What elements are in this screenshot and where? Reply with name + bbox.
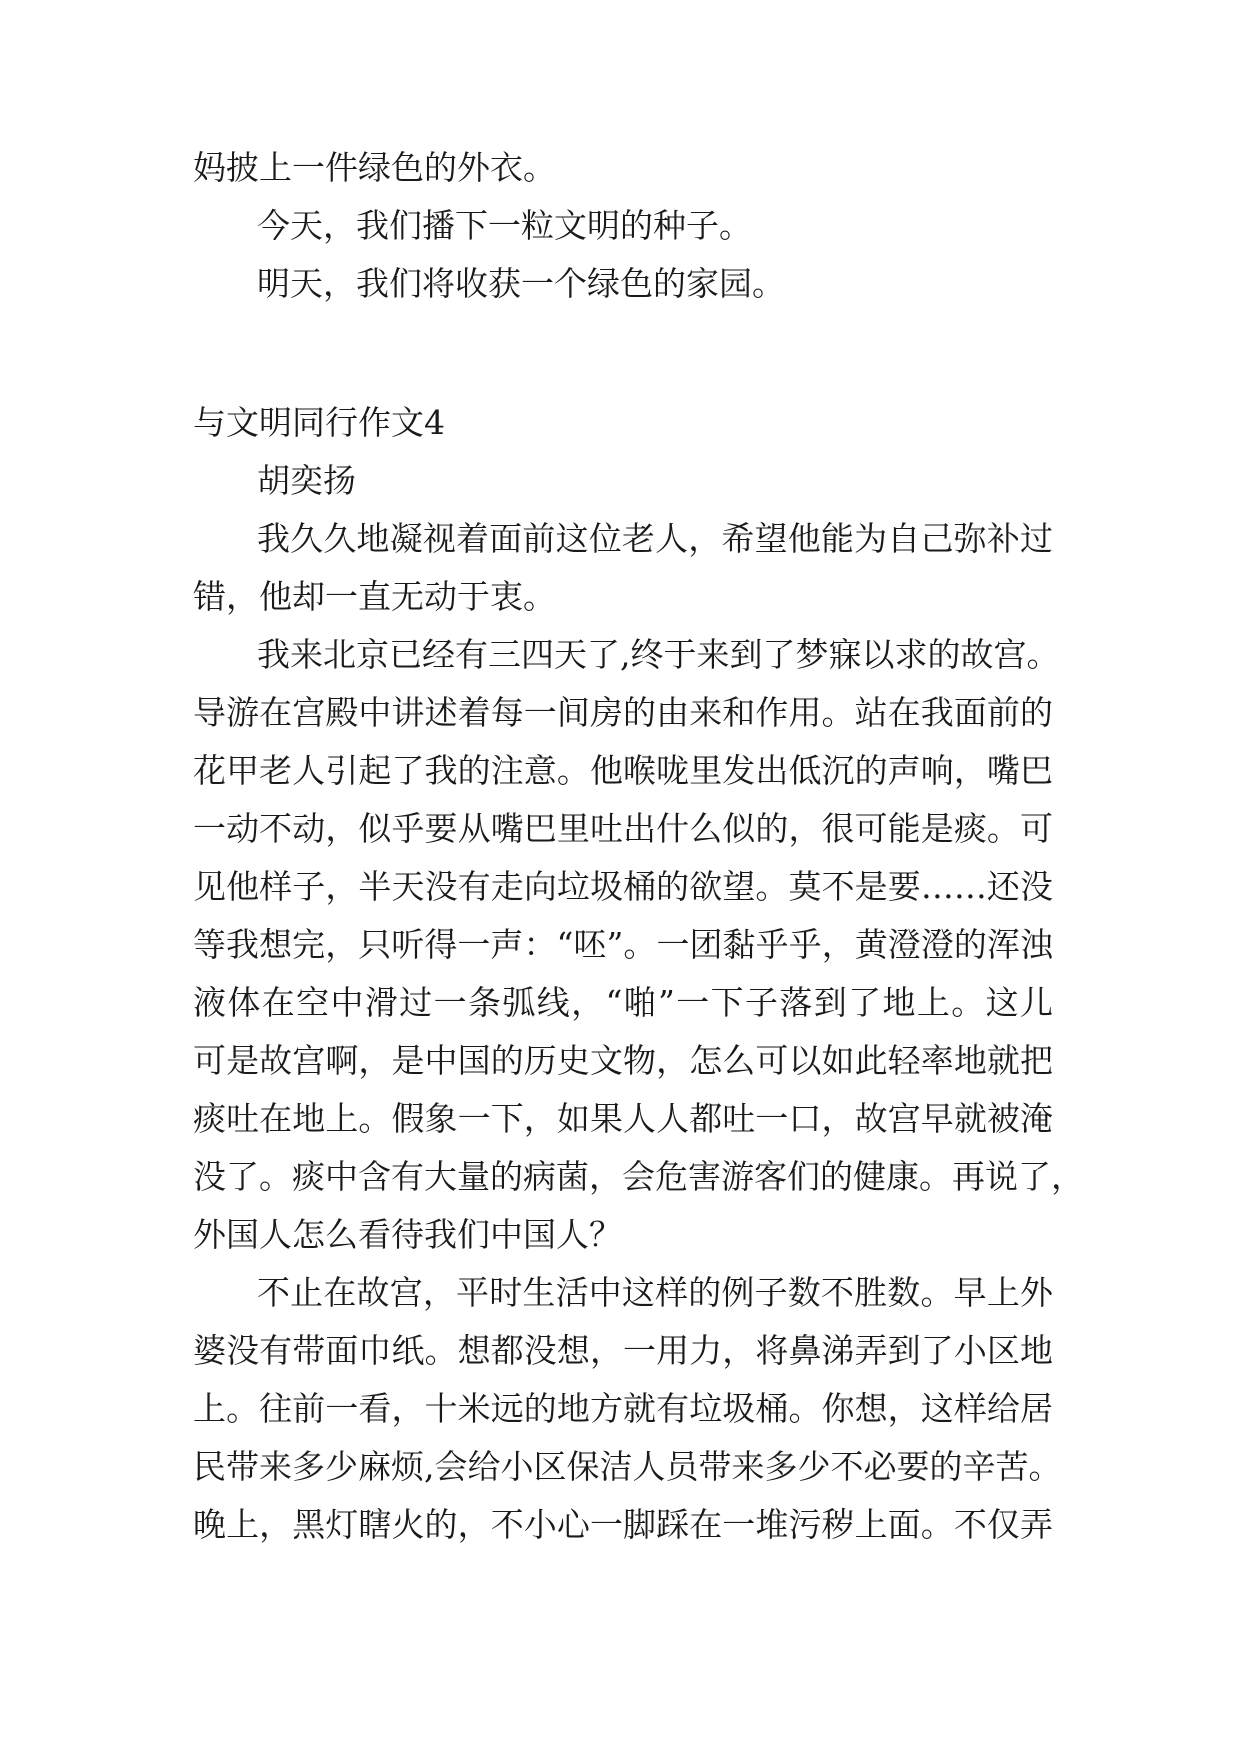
text-line: 晚上，黑灯瞎火的，不小心一脚踩在一堆污秽上面。不仅弄	[193, 1505, 1053, 1544]
text-line: 上。往前一看，十米远的地方就有垃圾桶。你想，这样给居	[193, 1389, 1053, 1428]
text-line: 等我想完，只听得一声：“呸”。一团黏乎乎，黄澄澄的浑浊	[193, 925, 1053, 964]
text-line: 液体在空中滑过一条弧线，“啪”一下子落到了地上。这儿	[193, 983, 1053, 1022]
text-line: 不止在故宫，平时生活中这样的例子数不胜数。早上外	[257, 1273, 1053, 1312]
text-line: 痰吐在地上。假象一下，如果人人都吐一口，故宫早就被淹	[193, 1099, 1053, 1138]
author-name: 胡奕扬	[257, 461, 356, 500]
text-line: 花甲老人引起了我的注意。他喉咙里发出低沉的声响，嘴巴	[193, 751, 1053, 790]
text-line: 明天，我们将收获一个绿色的家园。	[257, 264, 785, 303]
text-line: 一动不动，似乎要从嘴巴里吐出什么似的，很可能是痰。可	[193, 809, 1053, 848]
text-line: 我久久地凝视着面前这位老人，希望他能为自己弥补过	[257, 519, 1053, 558]
text-line: 没了。痰中含有大量的病菌，会危害游客们的健康。再说了，	[193, 1157, 1084, 1196]
text-line: 错，他却一直无动于衷。	[193, 577, 556, 616]
section-title: 与文明同行作文4	[193, 403, 445, 442]
text-line: 导游在宫殿中讲述着每一间房的由来和作用。站在我面前的	[193, 693, 1053, 732]
text-line: 今天，我们播下一粒文明的种子。	[257, 206, 752, 245]
text-line: 外国人怎么看待我们中国人？	[193, 1215, 622, 1254]
text-line: 我来北京已经有三四天了,终于来到了梦寐以求的故宫。	[257, 635, 1060, 674]
text-line: 婆没有带面巾纸。想都没想，一用力，将鼻涕弄到了小区地	[193, 1331, 1053, 1370]
text-line: 妈披上一件绿色的外衣。	[193, 148, 556, 187]
text-line: 民带来多少麻烦,会给小区保洁人员带来多少不必要的辛苦。	[193, 1447, 1062, 1486]
text-line: 可是故宫啊，是中国的历史文物，怎么可以如此轻率地就把	[193, 1041, 1053, 1080]
text-line: 见他样子，半天没有走向垃圾桶的欲望。莫不是要……还没	[193, 867, 1053, 906]
